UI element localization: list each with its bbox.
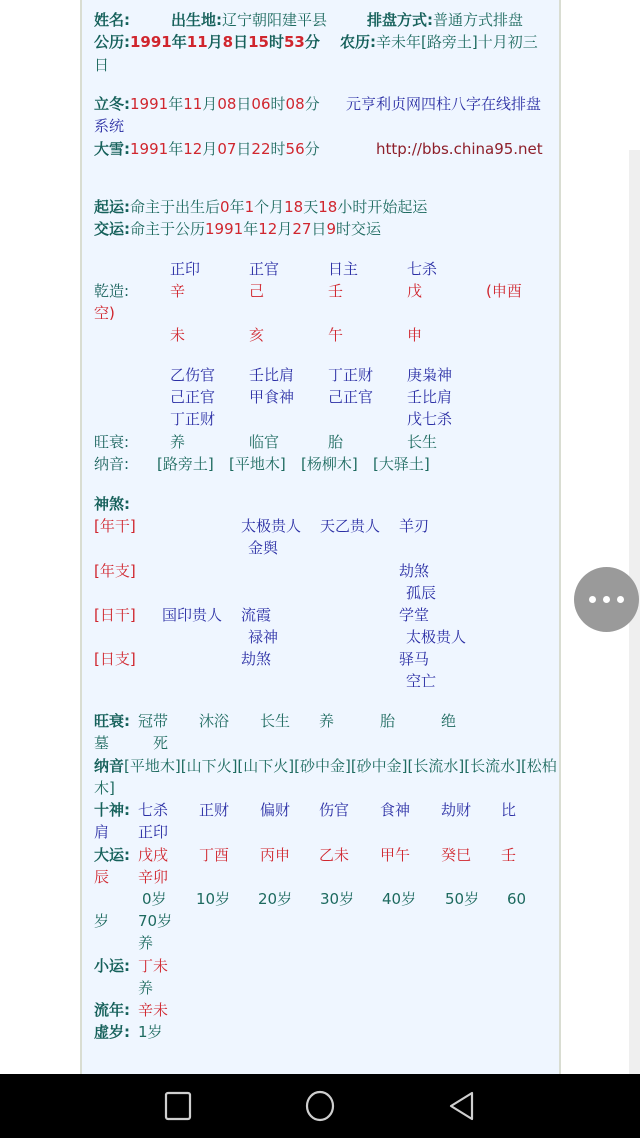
month: 11: [183, 95, 203, 113]
shensha-item: 太极贵人: [241, 517, 302, 535]
num: 1991: [205, 220, 244, 238]
lidong-label: 立冬:: [94, 95, 130, 113]
shensha-item: 天乙贵人: [320, 517, 381, 535]
num: 18: [284, 198, 304, 216]
method-label: 排盘方式:: [367, 11, 433, 29]
dayun-pillar: 戊戌: [138, 846, 169, 864]
dayun-wangshuai: 长生: [260, 712, 291, 730]
dayun-wangshuai: 墓: [94, 734, 110, 752]
qianzao-label: 乾造:: [94, 282, 130, 300]
solar-minute: 53: [284, 33, 305, 51]
branch-day: 午: [328, 326, 344, 344]
nayin-hour: [大驿土]: [373, 455, 430, 473]
dayun-nayin-values: [平地木][山下火][山下火][砂中金][砂中金][长流水][长流水][松柏: [124, 757, 557, 775]
shensha-item: 禄神: [248, 628, 279, 646]
dayun-wangshuai: 绝: [441, 712, 457, 730]
dayun-shishen: 肩: [94, 823, 110, 841]
hidden-stem: 戊七杀: [407, 410, 453, 428]
solar-day: 8: [222, 33, 234, 51]
branch-year: 未: [170, 326, 186, 344]
dayun-shishen: 正财: [199, 801, 230, 819]
dayun-wangshuai: 胎: [380, 712, 396, 730]
solar-year: 1991: [130, 33, 172, 51]
day: 08: [217, 95, 237, 113]
branch-month: 亥: [249, 326, 265, 344]
dayun-label: 大运:: [94, 846, 130, 864]
hidden-stem: 丁正财: [170, 410, 216, 428]
dayun-pillar: 辰: [94, 868, 110, 886]
minute: 56: [285, 140, 305, 158]
dayun-nayin-wrap: 木]: [94, 779, 115, 797]
hidden-stem: 壬比肩: [407, 388, 453, 406]
shishen-label: 十神:: [94, 801, 130, 819]
dayun-pillar: 辛卯: [138, 868, 169, 886]
dayun-age: 10岁: [196, 890, 231, 908]
shensha-item: 空亡: [406, 672, 437, 690]
home-button[interactable]: [304, 1090, 336, 1122]
dayun-age: 50岁: [445, 890, 480, 908]
unit: 年: [168, 140, 184, 158]
dayun-age: 70岁: [138, 912, 173, 930]
dayun-nayin-label: 纳音: [94, 757, 125, 775]
unit: 日: [236, 95, 252, 113]
xiaoyun-value: 丁未: [138, 957, 169, 975]
dayun-pillar: 丁酉: [199, 846, 230, 864]
name-label: 姓名:: [94, 11, 130, 29]
kongwang-wrap: 空): [94, 304, 115, 322]
dayun-pillar: 甲午: [380, 846, 411, 864]
shensha-row-label: [年支]: [94, 562, 136, 580]
num: 9: [326, 220, 336, 238]
square-icon: [162, 1090, 194, 1122]
dayun-pillar: 壬: [501, 846, 517, 864]
kongwang: (申酉: [486, 282, 522, 300]
year: 1991: [130, 140, 169, 158]
shensha-item: 学堂: [399, 606, 430, 624]
text: 日: [311, 220, 327, 238]
unit: 时: [268, 33, 284, 51]
hidden-stem: 庚枭神: [407, 366, 453, 384]
site-name-wrap[interactable]: 系统: [94, 117, 125, 135]
text: 天: [303, 198, 319, 216]
dayun-shishen: 正印: [138, 823, 169, 841]
daxue-label: 大雪:: [94, 140, 130, 158]
wangshuai-day: 胎: [328, 433, 344, 451]
dayun-age: 60: [507, 890, 527, 908]
shensha-item: 劫煞: [241, 650, 272, 668]
xusui-value: 1岁: [138, 1023, 163, 1041]
text: 月: [277, 220, 293, 238]
unit: 日: [233, 33, 249, 51]
dayun-age: 40岁: [382, 890, 417, 908]
pillar-shishen-month: 正官: [249, 260, 280, 278]
pillar-shishen-hour: 七杀: [407, 260, 438, 278]
pillar-shishen-day: 日主: [328, 260, 359, 278]
dayun-shishen: 食神: [380, 801, 411, 819]
birthplace-value: 辽宁朝阳建平县: [222, 11, 328, 29]
method-value: 普通方式排盘: [433, 11, 524, 29]
solar-month: 11: [186, 33, 208, 51]
dayun-shishen: 伤官: [319, 801, 350, 819]
dayun-wangshuai: 死: [153, 734, 169, 752]
dayun-wangshuai: 冠带: [138, 712, 169, 730]
dayun-pillar: 丙申: [260, 846, 291, 864]
circle-icon: [304, 1090, 336, 1122]
birthplace: [171, 9, 327, 31]
liunian-value: 辛未: [138, 1001, 169, 1019]
back-button[interactable]: [446, 1090, 478, 1122]
unit: 分: [304, 33, 320, 51]
dayun-shishen: 七杀: [138, 801, 169, 819]
xiaoyun-wangshuai: 养: [138, 979, 154, 997]
hidden-stem: 己正官: [328, 388, 374, 406]
shensha-item: 羊刃: [399, 517, 430, 535]
shensha-title: 神煞:: [94, 495, 130, 513]
dot-icon: [617, 596, 624, 603]
back-triangle-icon: [446, 1090, 478, 1122]
unit: 月: [202, 140, 218, 158]
text: 年: [243, 220, 259, 238]
shensha-item: 流霞: [241, 606, 272, 624]
liunian-label: 流年:: [94, 1001, 130, 1019]
lidong: [94, 93, 320, 115]
dot-icon: [603, 596, 610, 603]
text: 命主于出生后: [130, 198, 221, 216]
method: [367, 9, 523, 31]
nayin-label: 纳音:: [94, 455, 130, 473]
wangshuai-month: 临官: [249, 433, 280, 451]
xiaoyun-label: 小运:: [94, 957, 130, 975]
month: 12: [183, 140, 203, 158]
jiaoyun: [94, 218, 381, 240]
stem-hour: 戊: [407, 282, 423, 300]
dot-icon: [589, 596, 596, 603]
text: 个月: [254, 198, 285, 216]
site-name-link[interactable]: 元亨利贞网四柱八字在线排盘: [346, 95, 542, 113]
text: 年: [229, 198, 245, 216]
shensha-item: 劫煞: [399, 562, 430, 580]
nayin-year: [路旁土]: [157, 455, 214, 473]
lunar-value: 辛未年[路旁土]十月初三: [376, 33, 538, 51]
day: 07: [217, 140, 237, 158]
solar-label: 公历:: [94, 33, 130, 51]
site-url-link[interactable]: http://bbs.china95.net: [376, 140, 543, 158]
solar-date: [94, 31, 320, 53]
hidden-stem: 己正官: [170, 388, 216, 406]
text: 时交运: [335, 220, 381, 238]
dayun-wangshuai: 沐浴: [199, 712, 230, 730]
dayun-nayin: [94, 755, 557, 777]
shensha-row-label: [年干]: [94, 517, 136, 535]
hidden-stem: 壬比肩: [249, 366, 295, 384]
shensha-item: 金舆: [248, 539, 279, 557]
xusui-label: 虚岁:: [94, 1023, 130, 1041]
birthplace-label: 出生地:: [171, 11, 222, 29]
nayin-day: [杨柳木]: [301, 455, 358, 473]
hidden-stem: 乙伤官: [170, 366, 216, 384]
shensha-row-label: [日干]: [94, 606, 136, 624]
dayun-wangshuai-label: 旺衰:: [94, 712, 130, 730]
num: 1: [244, 198, 255, 216]
dayun-age: 30岁: [320, 890, 355, 908]
solar-hour: 15: [248, 33, 269, 51]
dayun-age: 岁: [94, 912, 110, 930]
dayun-shishen: 劫财: [441, 801, 472, 819]
dayun-pillar: 癸巳: [441, 846, 472, 864]
stem-year: 辛: [170, 282, 186, 300]
lunar-value-wrap: 日: [94, 56, 110, 74]
navigation-bar: [0, 1074, 640, 1138]
branch-hour: 申: [407, 326, 423, 344]
unit: 日: [236, 140, 252, 158]
lunar-label: 农历:: [340, 33, 376, 51]
wangshuai-label: 旺衰:: [94, 433, 130, 451]
dayun-shishen: 比: [501, 801, 517, 819]
dayun-age: 20岁: [258, 890, 293, 908]
minute: 08: [285, 95, 305, 113]
dayun-pillar: 乙未: [319, 846, 350, 864]
hidden-stem: 甲食神: [249, 388, 295, 406]
lunar-date: [340, 31, 538, 53]
dayun-age: 0岁: [142, 890, 167, 908]
hidden-stem: 丁正财: [328, 366, 374, 384]
dayun-shishen: 偏财: [260, 801, 291, 819]
recent-apps-button[interactable]: [162, 1090, 194, 1122]
hour: 06: [251, 95, 271, 113]
hour: 22: [251, 140, 271, 158]
wangshuai-hour: 长生: [407, 433, 438, 451]
unit: 月: [202, 95, 218, 113]
unit: 年: [171, 33, 187, 51]
num: 27: [292, 220, 312, 238]
stem-month: 己: [249, 282, 265, 300]
shensha-item: 国印贵人: [162, 606, 223, 624]
more-options-button[interactable]: [574, 567, 639, 632]
daxue: [94, 138, 320, 160]
dayun-extra: 养: [138, 934, 154, 952]
unit: 分: [304, 140, 320, 158]
jiaoyun-label: 交运:: [94, 220, 130, 238]
shensha-item: 孤辰: [406, 584, 437, 602]
unit: 时: [270, 140, 286, 158]
nayin-month: [平地木]: [229, 455, 286, 473]
text: 小时开始起运: [337, 198, 428, 216]
pillar-shishen-year: 正印: [170, 260, 201, 278]
unit: 分: [304, 95, 320, 113]
shensha-item: 驿马: [399, 650, 430, 668]
text: 命主于公历: [130, 220, 206, 238]
shensha-row-label: [日支]: [94, 650, 136, 668]
dayun-wangshuai: 养: [319, 712, 335, 730]
year: 1991: [130, 95, 169, 113]
qiyun: [94, 196, 427, 218]
num: 12: [258, 220, 278, 238]
num: 18: [318, 198, 338, 216]
unit: 年: [168, 95, 184, 113]
unit: 时: [270, 95, 286, 113]
stem-day: 壬: [328, 282, 344, 300]
unit: 月: [207, 33, 223, 51]
wangshuai-year: 养: [170, 433, 186, 451]
shensha-item: 太极贵人: [406, 628, 467, 646]
num: 0: [220, 198, 230, 216]
qiyun-label: 起运:: [94, 198, 130, 216]
